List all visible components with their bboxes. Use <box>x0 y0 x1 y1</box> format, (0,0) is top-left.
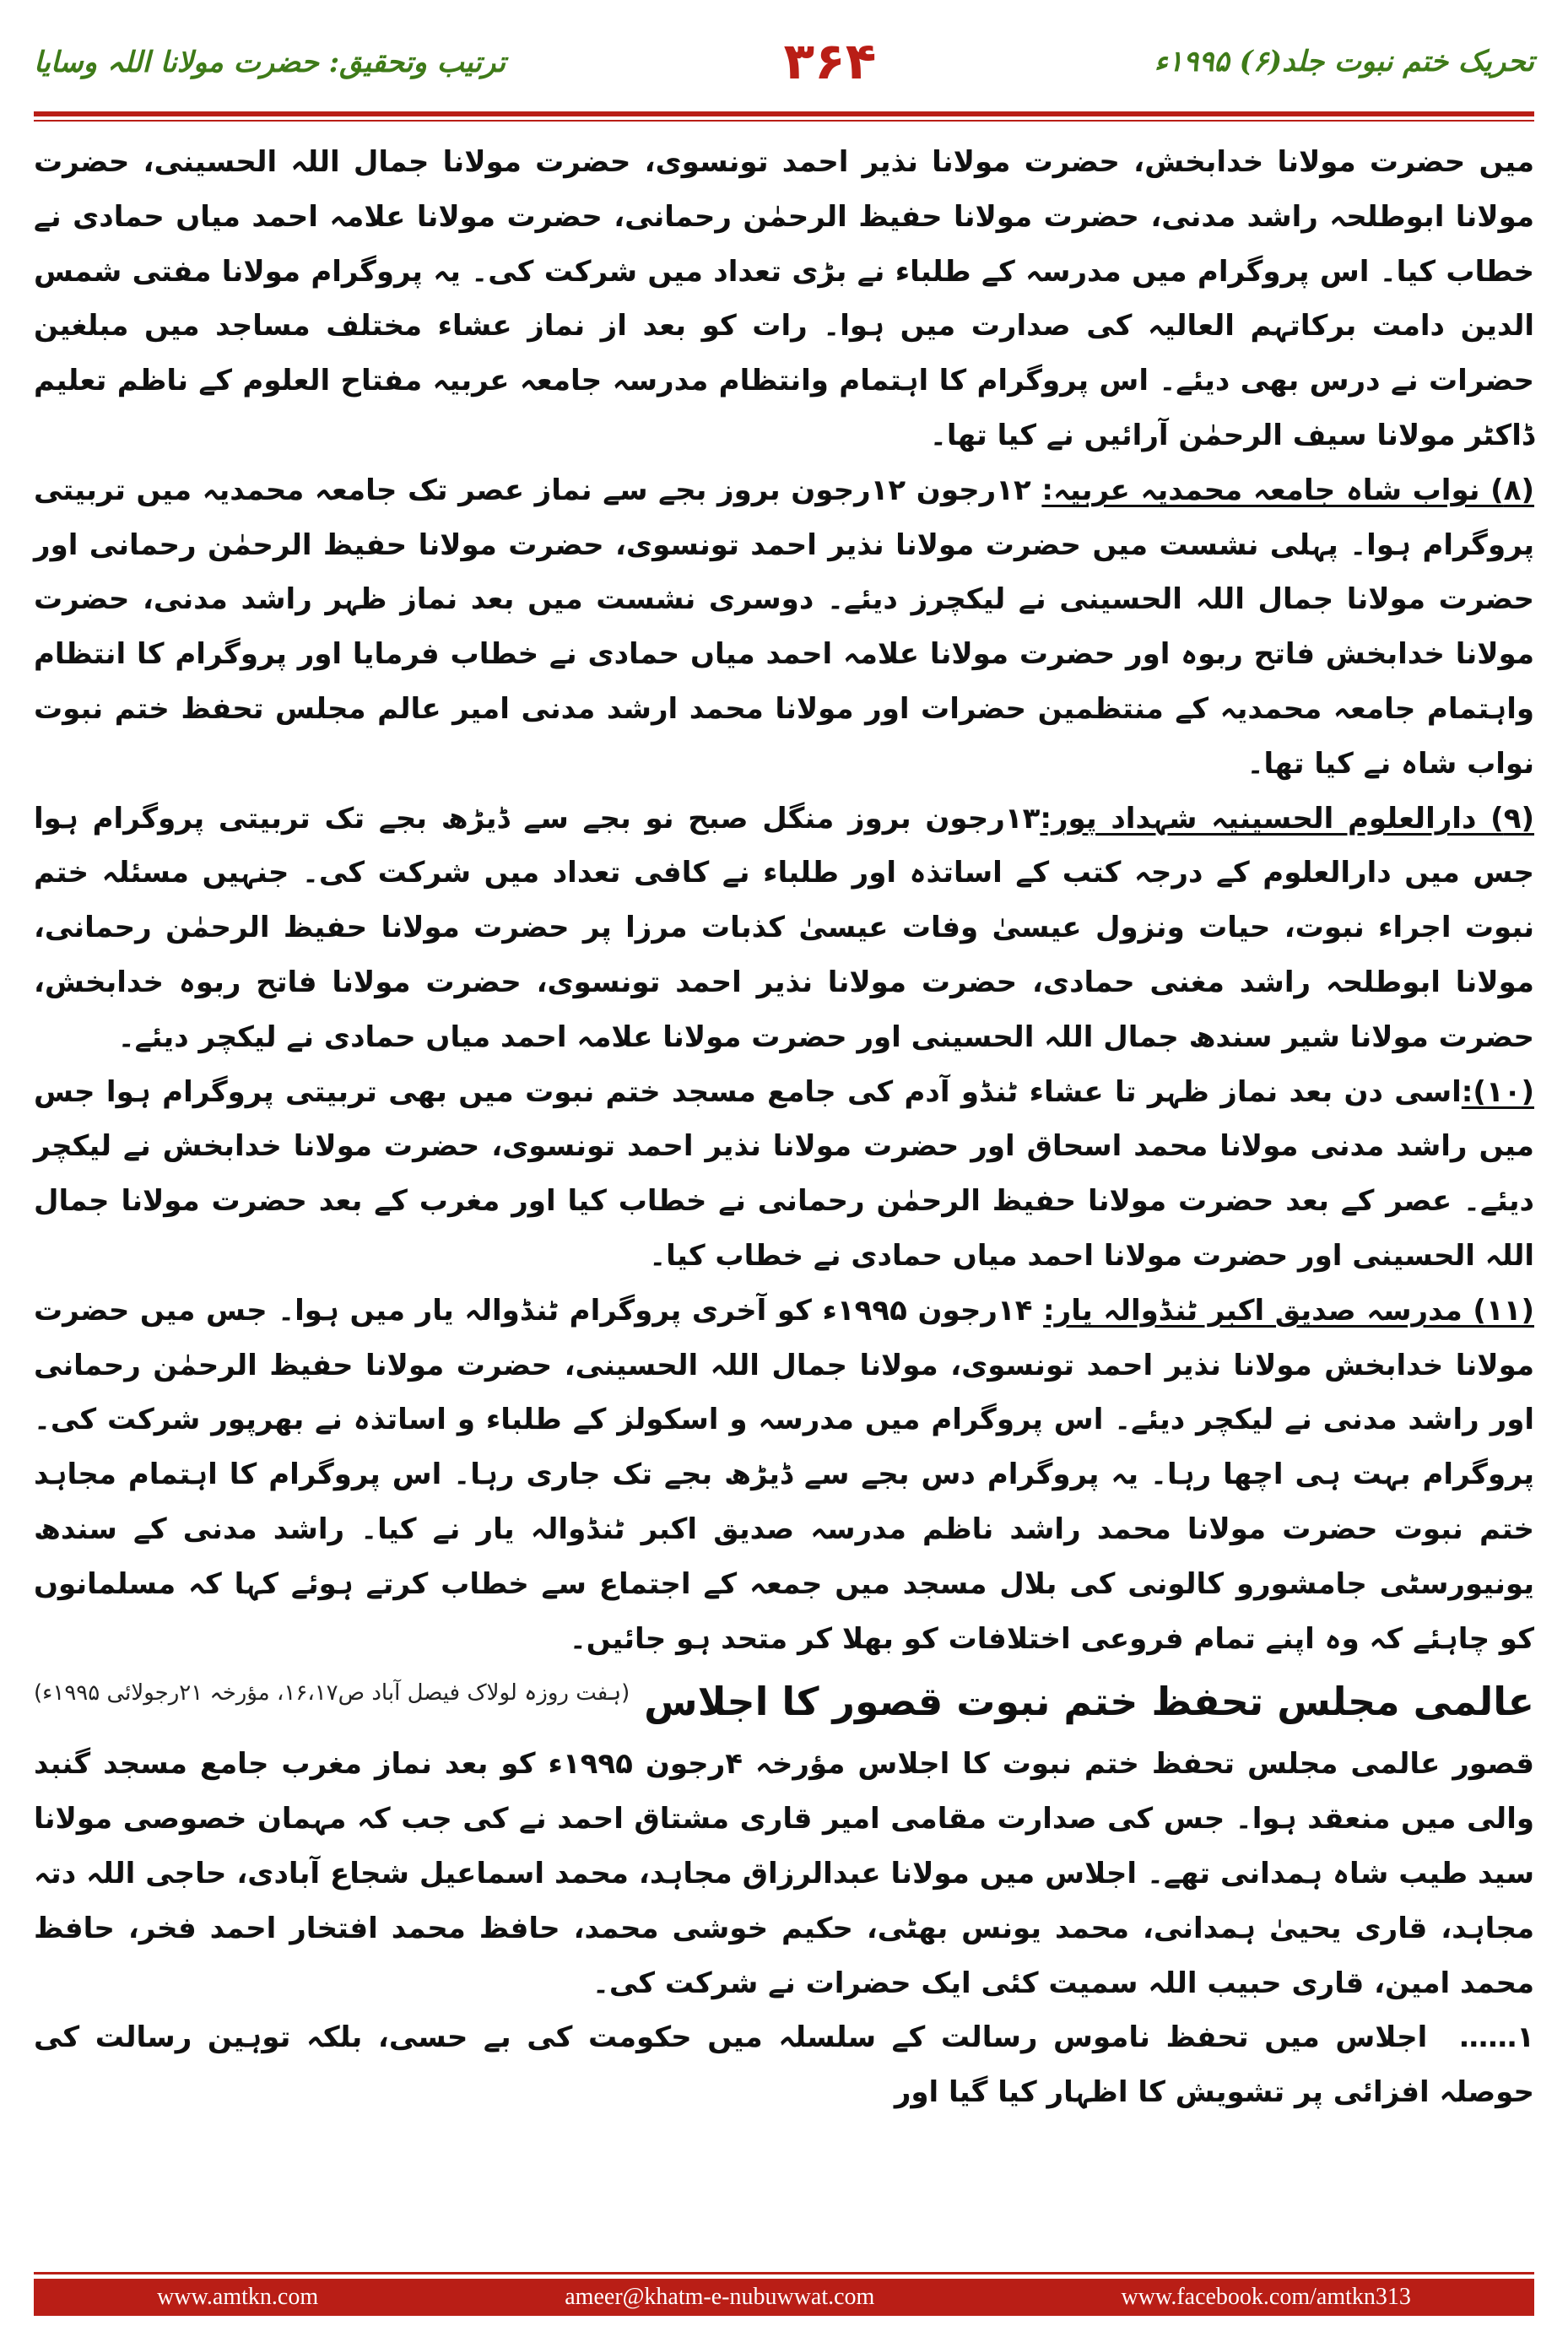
paragraph-intro: میں حضرت مولانا خدابخش، حضرت مولانا نذیر احمد تونسوی، حضرت مولانا جمال اللہ الحسینی، حضرت مولانا ابوطلحہ راشد مدنی، حضرت مولانا حفیظ الرحمٰن رحمانی، حضرت مولانا علامہ احمد میاں حمادی نے خطاب کیا۔ اس پروگرام میں مدرسہ کے طلباء نے بڑی تعداد میں شرکت کی۔ یہ پروگرام مولانا مفتی شمس الدین دامت برکاتہم العالیہ کی صدارت میں ہوا۔ رات کو بعد از نماز عشاء مختلف مساجد میں مبلغین حضرات نے درس بھی دیئے۔ اس پروگرام کا اہتمام وانتظام مدرسہ جامعہ عربیہ مفتاح العلوم کے ناظم تعلیم ڈاکٹر مولانا سیف الرحمٰن آرائیں نے کیا تھا۔ <box>34 145 1534 452</box>
section-11-text: ۱۴رجون ۱۹۹۵ء کو آخری پروگرام ٹنڈوالہ یار میں ہوا۔ جس میں حضرت مولانا خدابخش مولانا نذیر احمد تونسوی، مولانا جمال اللہ الحسینی، حضرت مولانا حفیظ الرحمٰن رحمانی اور راشد مدنی نے لیکچر دیئے۔ اس پروگرام میں مدرسہ و اسکولز کے طلباء و اساتذہ نے بھرپور شرکت کی۔ پروگرام بہت ہی اچھا رہا۔ یہ پروگرام دس بجے سے ڈیڑھ بجے تک جاری رہا۔ اس پروگرام کا اہتمام مجاہد ختم نبوت حضرت مولانا محمد راشد ناظم مدرسہ صدیق اکبر ٹنڈوالہ یار نے کیا۔ راشد مدنی کے سندھ یونیورسٹی جامشورو کالونی کی بلال مسجد میں جمعہ کے اجتماع سے خطاب کرتے ہوئے کہا کہ مسلمانوں کو چاہئے کہ وہ اپنے تمام فروعی اختلافات کو بھلا کر متحد ہو جائیں۔ <box>34 1293 1534 1656</box>
footer-facebook-link[interactable]: www.facebook.com/amtkn313 <box>1121 2284 1411 2310</box>
section-8-text: ۱۲رجون ۱۲رجون بروز بجے سے نماز عصر تک جامعہ محمدیہ میں تربیتی پروگرام ہوا۔ پہلی نشست میں حضرت مولانا نذیر احمد تونسوی، حضرت مولانا حفیظ الرحمٰن رحمانی اور حضرت مولانا جمال اللہ الحسینی نے لیکچرز دیئے۔ دوسری نشست میں بعد نماز ظہر راشد مدنی، حضرت مولانا خدابخش فاتح ربوہ اور حضرت مولانا علامہ احمد میاں حمادی نے خطاب فرمایا اور پروگرام کا انتظام واہتمام جامعہ محمدیہ کے منتظمین حضرات اور مولانا محمد ارشد مدنی امیر عالم مجلس تحفظ ختم نبوت نواب شاہ نے کیا تھا۔ <box>34 473 1534 781</box>
paragraph-qasur: قصور عالمی مجلس تحفظ ختم نبوت کا اجلاس مؤرخہ ۴رجون ۱۹۹۵ء کو بعد نماز مغرب جامع مسجد گنبد والی میں منعقد ہوا۔ جس کی صدارت مقامی امیر قاری مشتاق احمد نے کی جب کہ مہمان خصوصی مولانا سید طیب شاہ ہمدانی تھے۔ اجلاس میں مولانا عبدالرزاق مجاہد، محمد اسماعیل شجاع آبادی، حاجی اللہ دتہ مجاہد، قاری یحییٰ ہمدانی، محمد یونس بھٹی، حکیم خوشی محمد، حافظ محمد افتخار احمد فخر، حافظ محمد امین، قاری حبیب اللہ سمیت کئی ایک حضرات نے شرکت کی۔ <box>34 1747 1535 2000</box>
header-editor-credit: ترتیب وتحقیق: حضرت مولانا اللہ وسایا <box>34 45 506 79</box>
page-body <box>34 135 1534 2220</box>
list-item-text: اجلاس میں تحفظ ناموس رسالت کے سلسلہ میں حکومت کی بے حسی، بلکہ توہین رسالت کی حوصلہ افزائی پر تشویش کا اظہار کیا گیا اور <box>34 2020 1534 2110</box>
section-10 <box>34 1065 1534 1284</box>
section-9-label: (۹) دارالعلوم الحسینیہ شہداد پور: <box>1040 801 1534 836</box>
header-book-title: تحریک ختم نبوت جلد(۶) ۱۹۹۵ء <box>1154 45 1534 78</box>
citation: (ہفت روزہ لولاک فیصل آباد ص۱۶،۱۷، مؤرخہ ۲۱رجولائی ۱۹۹۵ء) <box>34 1680 630 1706</box>
header-divider <box>34 111 1534 116</box>
section-8-label: (۸) نواب شاہ جامعہ محمدیہ عربیہ: <box>1041 473 1535 507</box>
header-divider-thin <box>34 120 1534 122</box>
footer-website-link[interactable]: www.amtkn.com <box>157 2284 319 2310</box>
footer-email-link[interactable]: ameer@khatm-e-nubuwwat.com <box>565 2284 875 2310</box>
section-11-label: (۱۱) مدرسہ صدیق اکبر ٹنڈوالہ یار: <box>1043 1293 1534 1328</box>
section-9 <box>34 792 1534 1065</box>
list-item <box>34 2010 1534 2120</box>
section-heading: عالمی مجلس تحفظ ختم نبوت قصور کا اجلاس <box>644 1679 1534 1725</box>
page-footer <box>34 2279 1534 2316</box>
section-10-label: (۱۰): <box>1461 1074 1534 1109</box>
section-10-text: اسی دن بعد نماز ظہر تا عشاء ٹنڈو آدم کی جامع مسجد ختم نبوت میں بھی تربیتی پروگرام ہوا جس میں راشد مدنی مولانا محمد اسحاق اور حضرت مولانا نذیر احمد تونسوی، حضرت مولانا خدابخش نے لیکچر دیئے۔ عصر کے بعد حضرت مولانا حفیظ الرحمٰن رحمانی نے خطاب کیا اور مغرب کے بعد حضرت مولانا جمال اللہ الحسینی اور حضرت مولانا احمد میاں حمادی نے خطاب کیا۔ <box>34 1074 1534 1273</box>
footer-divider <box>34 2272 1534 2274</box>
section-9-text: ۱۳رجون بروز منگل صبح نو بجے سے ڈیڑھ بجے تک تربیتی پروگرام ہوا جس میں دارالعلوم کے درجہ کتب کے اساتذہ اور طلباء نے کافی تعداد میں شرکت کی۔ جنہیں مسئلہ ختم نبوت اجراء نبوت، حیات ونزول عیسیٰ وفات عیسیٰ کذبات مرزا پر حضرت مولانا حفیظ الرحمٰن رحمانی، مولانا ابوطلحہ راشد مغنی حمادی، حضرت مولانا نذیر احمد تونسوی، حضرت مولانا فاتح ربوہ خدابخش، حضرت مولانا شیر سندھ جمال اللہ الحسینی اور حضرت مولانا علامہ احمد میاں حمادی نے لیکچر دیئے۔ <box>34 801 1534 1054</box>
page-number: ۳۶۴ <box>783 32 877 91</box>
page-header <box>34 24 1534 100</box>
list-item-number: ۱…… <box>1459 2020 1534 2055</box>
section-8 <box>34 463 1534 792</box>
